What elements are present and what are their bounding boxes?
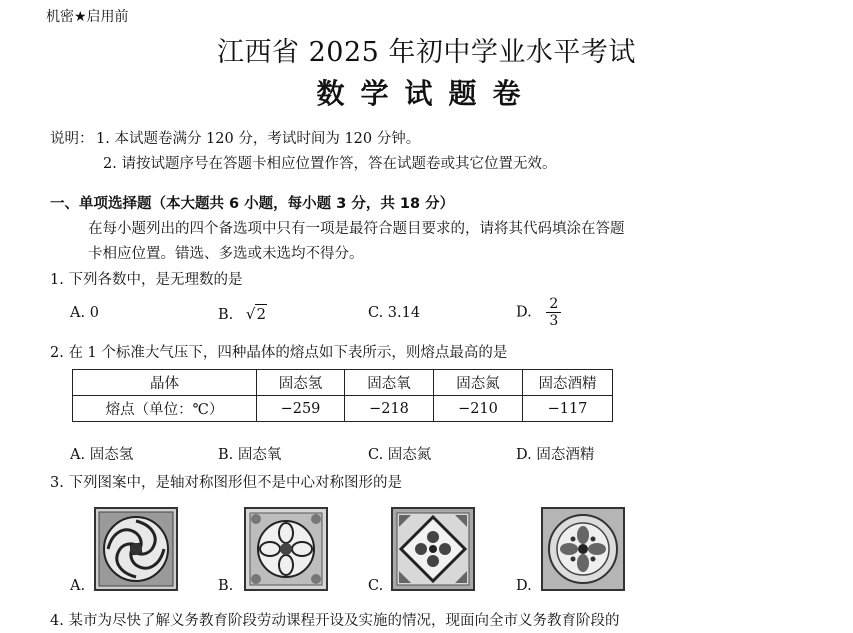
q1-option-d-label: D.	[516, 304, 532, 321]
table-header-cell: 固态氮	[434, 370, 523, 396]
section-instruction-line1: 在每小题列出的四个备选项中只有一项是最符合题目要求的，请将其代码填涂在答题	[88, 221, 625, 237]
table-cell: 熔点（单位：℃）	[73, 396, 257, 422]
table-header-row	[73, 370, 613, 396]
q2-option-b: B. 固态氧	[218, 447, 282, 463]
section-instruction-line2: 卡相应位置。错选、多选或未选均不得分。	[88, 246, 364, 262]
pattern-tile-a	[94, 507, 178, 591]
question-4-stem: 4. 某市为尽快了解义务教育阶段劳动课程开设及实施的情况，现面向全市义务教育阶段的	[50, 613, 620, 629]
sqrt-radicand: 2	[256, 305, 266, 323]
q2-option-d: D. 固态酒精	[516, 447, 595, 463]
question-2-stem: 2. 在 1 个标准大气压下，四种晶体的熔点如下表所示，则熔点最高的是	[50, 345, 508, 361]
pattern-tile-d	[541, 507, 625, 591]
sqrt-expression	[246, 305, 267, 323]
q2-option-c: C. 固态氮	[368, 447, 432, 463]
note-item-1: 1. 本试题卷满分 120 分，考试时间为 120 分钟。	[96, 131, 421, 147]
question-3-stem: 3. 下列图案中，是轴对称图形但不是中心对称图形的是	[50, 475, 402, 491]
section-heading: 一、单项选择题（本大题共 6 小题，每小题 3 分，共 18 分）	[50, 196, 455, 212]
exam-subtitle: 数学试题卷	[316, 77, 537, 110]
fraction-denominator: 3	[549, 313, 559, 329]
table-cell: −259	[257, 396, 345, 422]
table-header-cell: 固态氧	[345, 370, 434, 396]
table-header-cell: 晶体	[73, 370, 257, 396]
fraction-numerator: 2	[546, 296, 561, 313]
q1-option-c: C. 3.14	[368, 305, 421, 321]
note-item-2: 2. 请按试题序号在答题卡相应位置作答，答在试题卷或其它位置无效。	[103, 156, 557, 172]
pattern-tile-c	[391, 507, 475, 591]
notes-lead: 说明：	[50, 131, 94, 147]
table-row	[73, 396, 613, 422]
table-header-cell: 固态酒精	[523, 370, 613, 396]
q2-option-a: A. 固态氢	[70, 447, 134, 463]
table-header-cell: 固态氢	[257, 370, 345, 396]
q3-option-a-label: A.	[70, 578, 86, 594]
q3-option-b-label: B.	[218, 578, 234, 594]
pattern-tile-b	[244, 507, 328, 591]
q1-option-d	[516, 296, 561, 329]
q3-option-d-label: D.	[516, 578, 532, 594]
sqrt-symbol: √	[245, 305, 256, 323]
q1-option-b-label: B.	[218, 307, 234, 323]
question-1-stem: 1. 下列各数中，是无理数的是	[50, 272, 243, 288]
q1-option-a: A. 0	[70, 305, 99, 321]
q1-option-b	[218, 305, 267, 323]
exam-title: 江西省 2025 年初中学业水平考试	[217, 37, 636, 68]
fraction-two-thirds	[546, 296, 561, 329]
confidential-label: 机密★启用前	[46, 9, 129, 25]
q3-option-c-label: C.	[368, 578, 384, 594]
table-cell: −117	[523, 396, 613, 422]
melting-point-table	[72, 369, 613, 422]
table-cell: −210	[434, 396, 523, 422]
table-cell: −218	[345, 396, 434, 422]
